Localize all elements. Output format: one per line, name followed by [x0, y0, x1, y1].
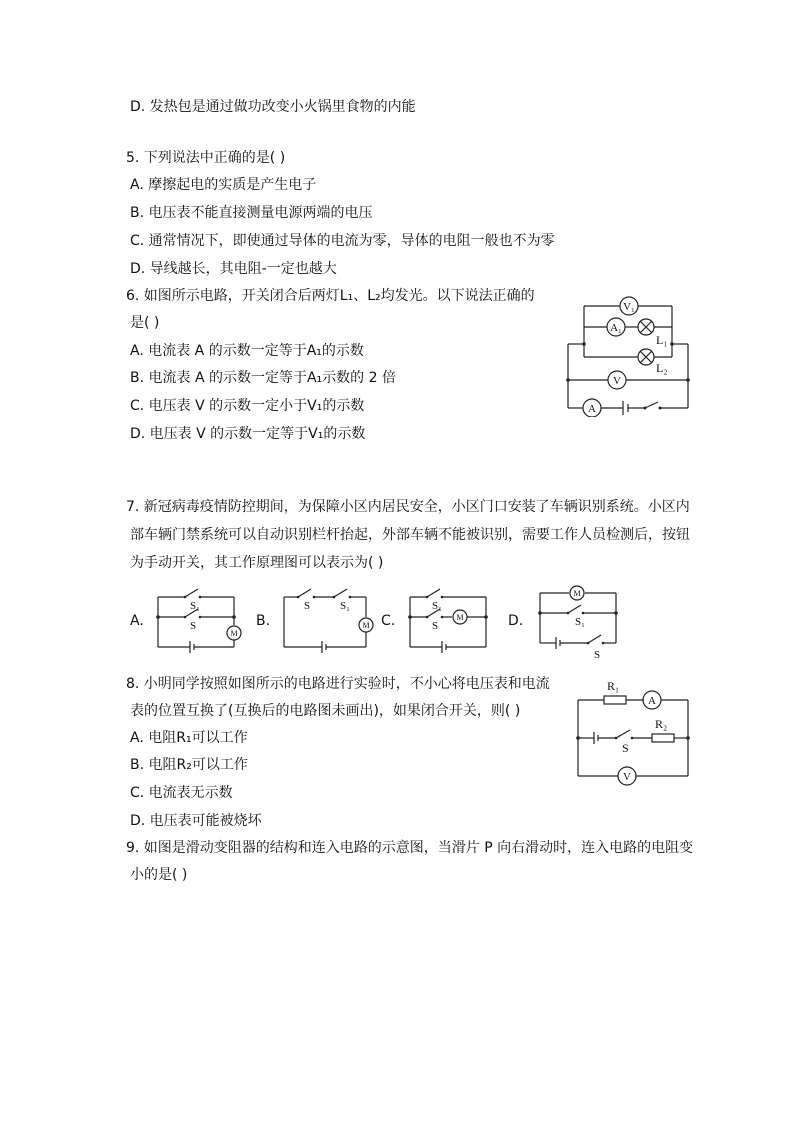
q7-circuit-c [402, 585, 502, 660]
q6-option-d: D. 电压表 V 的示数一定等于V₁的示数 [130, 426, 366, 442]
q7d-s-label: S [594, 649, 601, 661]
q7-choice-a-letter: A. [130, 613, 144, 629]
q6-stem-line1: 6. 如图所示电路，开关闭合后两灯L₁、L₂均发光。以下说法正确的 [126, 288, 535, 304]
q7-stem-line1: 7. 新冠病毒疫情防控期间，为保障小区内居民安全，小区门口安装了车辆识别系统。小区内 [126, 499, 690, 515]
q6-fig-a1-label: A₁ [610, 322, 622, 334]
q7c-s1-label: S₁ [432, 600, 442, 612]
q8-fig-r2-label: R₂ [655, 717, 668, 731]
q7-circuit-a [150, 585, 250, 660]
q4-option-d: D. 发热包是通过做功改变小火锅里食物的内能 [130, 99, 416, 115]
q7a-s1-label: S₁ [190, 600, 200, 612]
q6-option-a: A. 电流表 A 的示数一定等于A₁的示数 [130, 343, 364, 359]
q5-stem: 5. 下列说法中正确的是( ) [126, 150, 286, 166]
q6-fig-v-label: V [613, 375, 621, 387]
q7c-s-label: S [432, 620, 439, 632]
q8-stem-line1: 8. 小明同学按照如图所示的电路进行实验时，不小心将电压表和电流 [126, 676, 550, 692]
q6-option-c: C. 电压表 V 的示数一定小于V₁的示数 [130, 398, 365, 414]
q6-circuit-diagram [560, 292, 695, 417]
q6-stem-line2: 是( ) [130, 315, 160, 331]
q9-stem-line2: 小的是( ) [130, 867, 188, 883]
q6-option-b: B. 电流表 A 的示数一定等于A₁示数的 2 倍 [130, 370, 396, 386]
q7-stem-line3: 为手动开关，其工作原理图可以表示为( ) [130, 555, 384, 571]
q6-fig-v1-label: V₁ [623, 301, 635, 313]
q7a-m-label: M [230, 629, 238, 638]
q7-circuit-d [532, 583, 632, 663]
q8-option-a: A. 电阻R₁可以工作 [130, 730, 248, 746]
q7b-s1-label: S₁ [340, 600, 350, 612]
q8-option-b: B. 电阻R₂可以工作 [130, 757, 248, 773]
q5-option-a: A. 摩擦起电的实质是产生电子 [130, 177, 317, 193]
q7-choice-d-letter: D. [508, 613, 524, 629]
q8-fig-r1-label: R₁ [607, 679, 620, 693]
q7-stem-line2: 部车辆门禁系统可以自动识别栏杆抬起，外部车辆不能被识别，需要工作人员检测后，按钮 [130, 527, 690, 543]
q9-stem-line1: 9. 如图是滑动变阻器的结构和连入电路的示意图，当滑片 P 向右滑动时，连入电路的电阻变 [126, 840, 694, 856]
q7d-m-label: M [573, 589, 581, 598]
q5-option-c: C. 通常情况下，即使通过导体的电流为零，导体的电阻一般也不为零 [130, 233, 555, 249]
q8-option-d: D. 电压表可能被烧坏 [130, 813, 262, 829]
q7-circuit-b [278, 585, 378, 660]
q5-option-b: B. 电压表不能直接测量电源两端的电压 [130, 205, 373, 221]
q5-option-d: D. 导线越长，其电阻-一定也越大 [130, 261, 337, 277]
q8-stem-line2: 表的位置互换了(互换后的电路图未画出)，如果闭合开关，则( ) [130, 703, 521, 719]
q7c-m-label: M [456, 613, 464, 622]
q7b-m-label: M [362, 621, 370, 630]
q6-fig-l1-label: L₁ [656, 333, 668, 347]
q7-choice-c-letter: C. [381, 613, 396, 629]
q6-fig-a-label: A [588, 403, 596, 415]
q7d-s1-label: S₁ [575, 616, 585, 628]
q8-fig-s-label: S [622, 741, 629, 755]
q6-fig-l2-label: L₂ [656, 361, 668, 375]
q8-fig-a-label: A [648, 695, 656, 707]
q8-option-c: C. 电流表无示数 [130, 785, 233, 801]
q7a-s-label: S [190, 620, 197, 632]
q7-choice-b-letter: B. [256, 613, 271, 629]
q8-fig-v-label: V [623, 771, 631, 783]
q8-circuit-diagram [570, 676, 695, 791]
q7b-s-label: S [304, 600, 311, 612]
